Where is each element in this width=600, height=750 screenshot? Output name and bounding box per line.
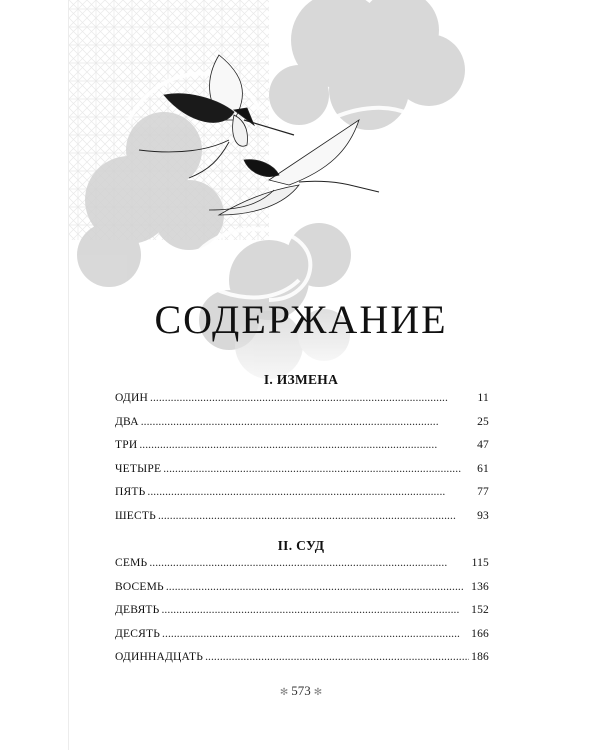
part-heading: I. ИЗМЕНА: [263, 372, 339, 387]
leader-dots: [158, 510, 471, 522]
chapter-page: 47: [477, 439, 489, 452]
leader-dots: [205, 651, 469, 663]
toc-row[interactable]: [115, 604, 489, 628]
chapter-page: 61: [477, 462, 489, 475]
chapter-label: ЧЕТЫРЕ: [115, 462, 162, 475]
leader-dots: [163, 463, 471, 475]
toc-row[interactable]: [115, 581, 489, 605]
chapter-label: ТРИ: [115, 439, 138, 452]
toc-row[interactable]: [115, 486, 489, 510]
toc-row[interactable]: [115, 392, 489, 416]
chapter-page: 166: [471, 627, 489, 640]
folio-number: 573: [291, 683, 311, 698]
leader-dots: [162, 628, 469, 640]
chapter-label: ОДИН: [115, 392, 148, 404]
toc-row[interactable]: [115, 557, 489, 581]
toc-row[interactable]: [115, 510, 489, 534]
toc-row[interactable]: [115, 628, 489, 652]
chapter-page: 25: [477, 415, 489, 428]
leader-dots: [147, 486, 471, 498]
leader-dots: [141, 416, 471, 428]
chapter-label: ПЯТЬ: [115, 486, 146, 499]
chapter-page: 115: [471, 557, 489, 569]
leader-dots: [139, 439, 471, 451]
chapter-label: ДЕСЯТЬ: [115, 627, 161, 640]
chapter-page: 11: [477, 392, 489, 404]
toc-row[interactable]: [115, 439, 489, 463]
chapter-label: ДЕВЯТЬ: [115, 604, 160, 617]
ornament-icon: ✻: [279, 687, 289, 698]
leader-dots: [166, 581, 469, 593]
toc-row[interactable]: [115, 463, 489, 487]
leader-dots: [149, 557, 469, 569]
chapter-label: ШЕСТЬ: [115, 509, 156, 522]
book-page: [68, 0, 533, 750]
chapter-page: 93: [477, 509, 489, 522]
chapter-label: СЕМЬ: [115, 557, 148, 569]
chapter-label: ДВА: [115, 415, 139, 428]
toc-part-1: [115, 392, 489, 534]
chapter-label: ОДИННАДЦАТЬ: [115, 651, 204, 664]
chapter-label: ВОСЕМЬ: [115, 580, 164, 593]
leader-dots: [161, 604, 469, 616]
chapter-page: 77: [477, 486, 489, 499]
part-heading-2: II. СУД: [277, 538, 325, 553]
ornament-icon: ✻: [313, 687, 323, 698]
chapter-page: 136: [471, 580, 489, 593]
chapter-page: 152: [471, 604, 489, 617]
chapter-page: 186: [471, 651, 489, 664]
leader-dots: [150, 392, 471, 404]
page-title: СОДЕРЖАНИЕ: [154, 297, 448, 342]
page-folio: [69, 683, 533, 699]
toc-row[interactable]: [115, 416, 489, 440]
toc-part-2: [115, 557, 489, 675]
toc-row[interactable]: [115, 651, 489, 675]
